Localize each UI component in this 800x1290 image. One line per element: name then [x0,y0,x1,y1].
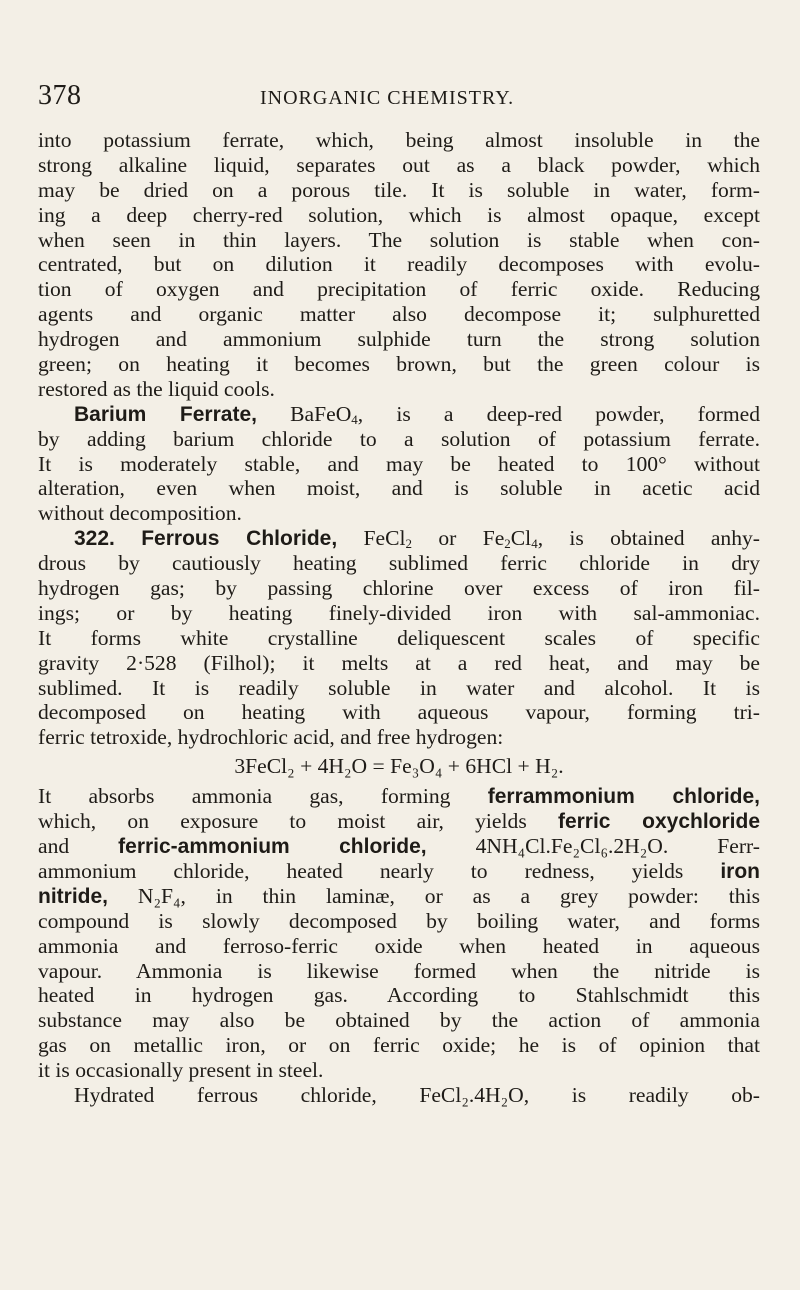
text-fragment: , is obtained anhy- [537,526,760,551]
text-line: may be dried on a porous tile. It is soluble in water, form- [38,177,760,202]
text-line: green; on heating it becomes brown, but the green colour is [38,352,760,377]
text-fragment: , is a deep-red powder, formed [357,401,760,426]
text-line: drous by cautiously heating sublimed ferric chloride in dry [38,551,760,576]
chemical-equation: 3FeCl₂ + 4H₂O = Fe₃O₄ + 6HCl + H₂. [234,754,564,779]
barium-formula: BaFeO$_4$ [290,401,358,427]
term-ferrammonium-chloride: ferrammonium chloride, [487,785,760,809]
barium-heading: Barium Ferrate, [74,402,257,426]
term-ferric-oxychloride: ferric oxychloride [557,810,761,834]
text-line: which, on exposure to moist air, yields ferric oxychloride [38,809,761,834]
page-header [0,78,800,114]
term-nitride: nitride, [38,884,109,908]
text-line: nitride, N₂F₄, in thin laminæ, or as a grey powder: this [38,883,760,908]
body-text [38,128,760,1108]
ferrous-heading: Ferrous Chloride, [141,527,338,551]
text-line: strong alkaline liquid, separates out as a black powder, which [38,152,760,177]
text-line: alteration, even when moist, and is soluble in acetic acid [38,476,760,501]
text-line: It is moderately stable, and may be heated to 100° without [38,451,760,476]
text-line: when seen in thin layers. The solution is stable when con- [38,227,760,252]
page-number: 378 [38,80,82,111]
text-line: ammonium chloride, heated nearly to redness, yields iron [38,858,760,883]
text-line: It absorbs ammonia gas, forming ferrammonium chloride, [38,784,760,809]
text-line: it is occasionally present in steel. [38,1058,324,1083]
text-line: without decomposition. [38,501,242,526]
term-ferric-ammonium-chloride: ferric-ammonium chloride, [118,835,427,859]
text-line: agents and organic matter also decompose it; sulphuretted [38,302,760,327]
text-line: sublimed. It is readily soluble in water and alcohol. It is [38,675,760,700]
text-line: It forms white crystalline deliquescent scales of specific [38,625,760,650]
text-line: by adding barium chloride to a solution of potassium ferrate. [38,426,760,451]
text-line: gas on metallic iron, or on ferric oxide; he is of opinion that [38,1033,760,1058]
text-line: heated in hydrogen gas. According to Stahlschmidt this [38,983,760,1008]
text-line: compound is slowly decomposed by boiling water, and forms [38,908,760,933]
text-line: hydrogen gas; by passing chlorine over excess of iron fil- [38,576,760,601]
text-line: ammonia and ferroso-ferric oxide when heated in aqueous [38,933,760,958]
term-iron: iron [720,859,760,883]
ferrous-heading-line [38,526,760,551]
text-line: substance may also be obtained by the action of ammonia [38,1008,760,1033]
text-line: into potassium ferrate, which, being almost insoluble in the [38,128,760,152]
running-title: INORGANIC CHEMISTRY. [260,87,515,109]
text-line: restored as the liquid cools. [38,376,275,401]
text-line: vapour. Ammonia is likewise formed when the nitride is [38,958,760,983]
barium-heading-line [38,402,760,427]
text-line: ferric tetroxide, hydrochloric acid, and free hydrogen: [38,725,504,750]
text-line: gravity 2·528 (Filhol); it melts at a red heat, and may be [38,650,760,675]
text-line: Hydrated ferrous chloride, FeCl₂.4H₂O, is readily ob- [74,1082,760,1107]
text-line: decomposed on heating with aqueous vapour, forming tri- [38,700,760,725]
section-number: 322. [74,527,115,551]
text-line: tion of oxygen and precipitation of ferric oxide. Reducing [38,277,760,302]
text-line: hydrogen and ammonium sulphide turn the strong solution [38,327,760,352]
text-line: and ferric-ammonium chloride, 4NH₄Cl.Fe₂Cl₆.2H₂O. Ferr- [38,834,760,859]
ferrous-formula: FeCl$_2$ or $Fe_2Cl_4$ [363,526,538,552]
text-line: ings; or by heating finely-divided iron with sal-ammoniac. [38,600,760,625]
text-line: centrated, but on dilution it readily decomposes with evolu- [38,252,760,277]
text-line: ing a deep cherry-red solution, which is almost opaque, except [38,202,760,227]
